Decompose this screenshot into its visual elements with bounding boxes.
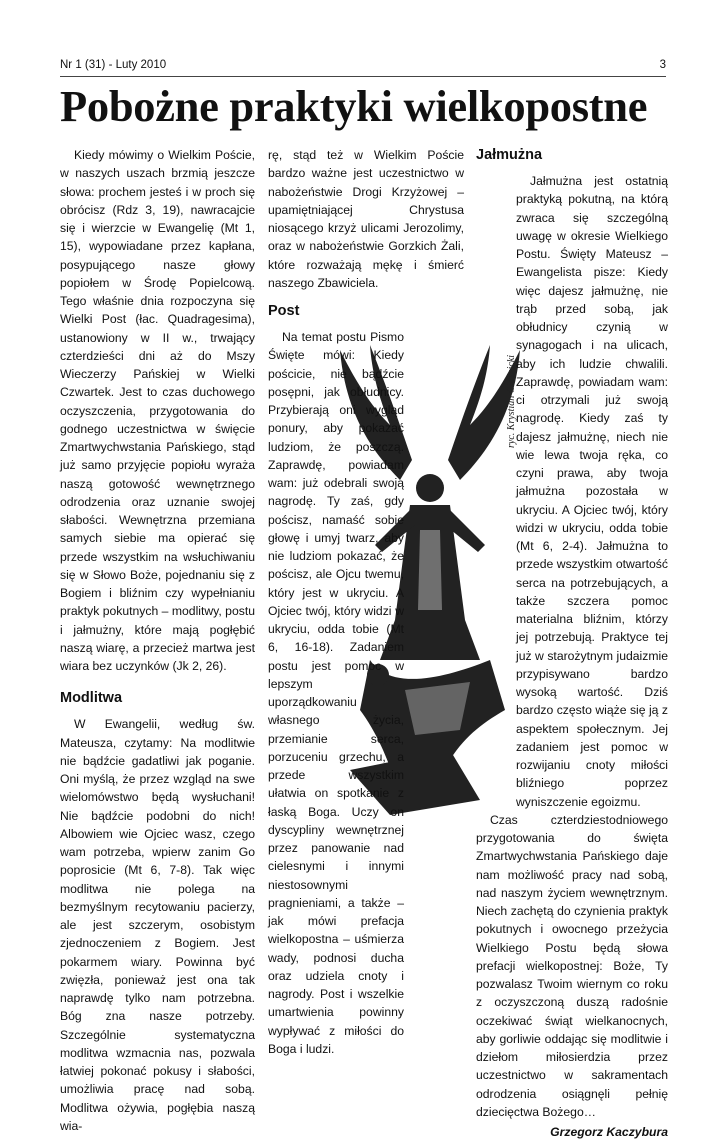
column-3 xyxy=(476,146,668,1141)
heading-post: Post xyxy=(268,303,300,319)
author-signature: Grzegorz Kaczybura xyxy=(550,1125,668,1139)
intro-paragraph: Kiedy mówimy o Wielkim Poście, w naszych uszach brzmią jeszcze słowa: prochem jesteś i w proch się obrócisz (Rdz 3, 19), nawracajcie się i wierzcie w Ewangelię (Mt 1, 15), wypowiadane przez kapłana, posypującego nasze głowy popiołem w Środę Popielcową. Tego właśnie dnia rozpoczyna się Wielki Post (łac. Quadragesima), ustanowiony w II w., trwający czterdzieści dni aż do Mszy Wieczerzy Pańskiej w Wielki Czwartek. Jest to czas duchowego oczyszczenia, przygotowania do godnego uczestnictwa w święcie Zmartwychwstania Pańskiego, stąd już samo przyjęcie popiołu wyraża naszą gotowość wewnętrznego odrodzenia oraz uznanie swojej słabości. Wewnętrzna przemiana samych siebie ma opierać się przede wszystkim na wsłuchiwaniu się w Słowo Boże, pojednaniu się z Bogiem i bliźnim czy wypełnianiu praktyk pokutnych – modlitwy, postu i jałmużny, które mają pogłębić naszą wiarę, a przecież martwa jest wiara bez uczynków (Jk 2, 26). xyxy=(60,148,255,673)
jalmuzna-paragraph: Jałmużna jest ostatnią praktyką pokutną, na którą zwraca się szczególną uwagę w okresie Wielkiego Postu. Święty Mateusz – Ewangelista pisze: Kiedy więc dajesz jałmużnę, nie trąb przed sobą, jak obłudnicy czynią w synagogach i na ulicach, aby ich ludzie chwalili. Zaprawdę, powiadam wam: ci otrzymali już swoją nagrodę. Kiedy zaś ty dajesz jałmużnę, niech nie wie lewa twoja ręka, co czyni prawa, aby twoja jałmużna pozostała w ukryciu. A Ojciec twój, który widzi w ukryciu, odda tobie (Mt 6, 2-4). Jałmużna to przede wszystkim otwartość serca na potrzebujących, a także szczera pomoc materialna bliźnim, którzy jej potrzebują. Praktyce tej już w starożytnym judaizmie przypisywano bardzo wysoką wartość. Dziś bardzo często wiąże się ją z aspektem społecznym. Jej zadaniem jest pomoc w rozwijaniu cnoty miłości bliźniego poprzez wyniszczenie egoizmu. xyxy=(516,174,668,809)
heading-modlitwa: Modlitwa xyxy=(60,690,123,707)
header-rule xyxy=(60,76,666,77)
column-1 xyxy=(60,146,255,1135)
article-title: Pobożne praktyki wielkopostne xyxy=(60,81,648,131)
post-paragraph: Na temat postu Pismo Święte mówi: Kiedy pościcie, nie bądźcie posępni, jak obłudnicy. Przybierają oni wygląd ponury, aby pokazać ludziom, że poszczą. Zaprawdę, powiadam wam: już odebrali swoją nagrodę. Ty zaś, gdy pościsz, namaść sobie głowę i umyj twarz, aby nie ludziom pokazać, że pościsz, ale Ojcu twemu, który jest w ukryciu. A Ojciec twój, który widzi w ukryciu, odda tobie (Mt 6, 16-18). Zadaniem postu jest pomoc w lepszym uporządkowaniu własnego życia, przemianie serca, porzuceniu grzechu, a przede wszystkim ułatwia on spotkanie z łaską Boga. Uczy on dyscypliny wewnętrznej przez panowanie nad cielesnymi i innymi niestosownymi pragnieniami, a także – jak mówi prefacja wielkopostna – uśmierza wady, podnosi ducha oraz udziela cnoty i nagrody. Post i wszelkie umartwienia powinny wypływać z miłości do Boga i ludzi. xyxy=(268,330,404,1056)
page-number: 3 xyxy=(659,59,666,71)
issue-info: Nr 1 (31) - Luty 2010 xyxy=(60,59,167,71)
illustration-credit: ryc. Krystian Głośnicki xyxy=(506,354,517,448)
closing-paragraph: Czas czterdziestodniowego przygotowania do święta Zmartwychwstania Pańskiego daje nam możliwość pracy nad sobą, nad naszym życiem wewnętrznym. Niech zachętą do czynienia praktyk pokutnych i owocnego przeżycia Wielkiego Postu będą słowa prefacji wielkopostnej: Boże, Ty pozwalasz Twoim wiernym co roku z oczyszczoną duszą radośnie oczekiwać świąt wielkanocnych, aby gorliwie oddając się modlitwie i dziełom miłosierdzia przez uczestnictwo w sakramentach odrodzenia osiągnęli pełnię dziecięctwa Bożego… xyxy=(476,812,668,1119)
modlitwa-paragraph: W Ewangelii, według św. Mateusza, czytamy: Na modlitwie nie bądźcie gadatliwi jak poganie. Oni myślą, że przez wzgląd na swe wielomówstwo będą wysłuchani! Nie bądźcie podobni do nich! Albowiem wie Ojciec wasz, czego wam potrzeba, wpierw zanim Go poprosicie (Mt 6, 7-8). Tak więc modlitwa nie polega na bezmyślnym recytowaniu pacierzy, ale jest szczerym, osobistym zjednoczeniem z Bogiem. Jest pokarmem wiary. Powinna być zwięzła, ponieważ jest ona tak naprawdę tylko nam potrzebna. Bóg zna nasze potrzeby. Szczególnie systematyczna modlitwa wzmacnia nas, pozwala łatwiej pokonać pokusy i słabości, umożliwia pracę nad sobą. Modlitwa ożywia, pogłębia naszą wia- xyxy=(60,717,255,1133)
heading-jalmuzna: Jałmużna xyxy=(476,147,543,163)
column-2 xyxy=(268,146,464,1058)
modlitwa-continued: rę, stąd też w Wielkim Poście bardzo ważne jest uczestnictwo w nabożeństwie Drogi Krzyżowej – upamiętniającej Chrystusa niosącego krzyż ulicami Jerozolimy, oraz w nabożeństwie Gorzkich Żali, które rozważają mękę i śmierć naszego Zbawiciela. xyxy=(268,148,464,290)
